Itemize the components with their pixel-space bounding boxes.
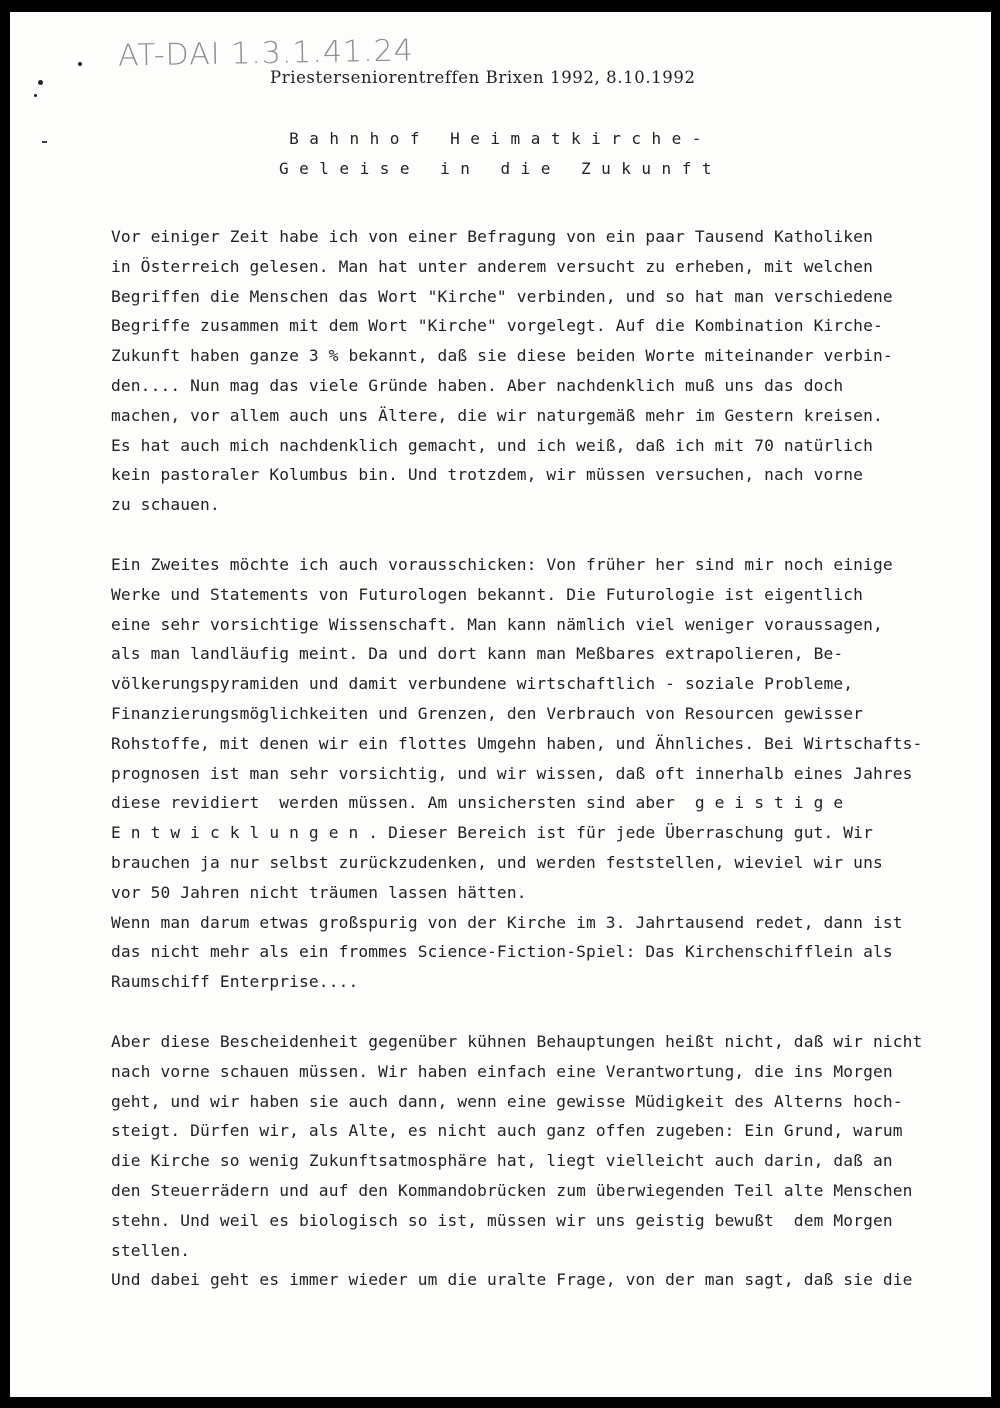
text-line: vor 50 Jahren nicht träumen lassen hätten. — [111, 882, 527, 902]
margin-speck — [38, 80, 43, 85]
text-line: Begriffen die Menschen das Wort "Kirche" verbinden, und so hat man verschiedene — [111, 286, 893, 306]
text-line: prognosen ist man sehr vorsichtig, und wir wissen, daß oft innerhalb eines Jahres — [111, 763, 913, 783]
paragraph-1 — [111, 222, 951, 520]
text-line: nach vorne schauen müssen. Wir haben einfach eine Verantwortung, die ins Morgen — [111, 1061, 893, 1081]
text-line: zu schauen. — [111, 495, 220, 515]
margin-speck — [78, 62, 82, 66]
text-line: Aber diese Bescheidenheit gegenüber kühnen Behauptungen heißt nicht, daß wir nicht — [111, 1032, 923, 1051]
text-line: Ein Zweites möchte ich auch vorausschicken: Von früher her sind mir noch einige — [111, 555, 893, 574]
text-line: steigt. Dürfen wir, als Alte, es nicht auch ganz offen zugeben: Ein Grund, warum — [111, 1121, 903, 1141]
text-line: stehn. Und weil es biologisch so ist, müssen wir uns geistig bewußt dem Morgen — [111, 1210, 893, 1230]
text-line: Es hat auch mich nachdenklich gemacht, und ich weiß, daß ich mit 70 natürlich — [111, 435, 873, 455]
text-line: als man landläufig meint. Da und dort kann man Meßbares extrapolieren, Be- — [111, 644, 844, 664]
text-line: eine sehr vorsichtige Wissenschaft. Man kann nämlich viel weniger voraussagen, — [111, 614, 883, 634]
text-line: Wenn man darum etwas großspurig von der Kirche im 3. Jahrtausend redet, dann ist — [111, 912, 903, 932]
text-line: Raumschiff Enterprise.... — [111, 972, 359, 992]
text-line: das nicht mehr als ein frommes Science-Fiction-Spiel: Das Kirchenschifflein als — [111, 942, 893, 962]
title-line-2: Geleise in die Zukunft — [279, 159, 722, 178]
paragraph-3 — [111, 1027, 951, 1295]
document-header: Priesterseniorentreffen Brixen 1992, 8.10.1992 — [270, 68, 696, 87]
text-line: Zukunft haben ganze 3 % bekannt, daß sie diese beiden Worte miteinander verbin- — [111, 346, 893, 366]
paragraph-2 — [111, 550, 951, 997]
text-line: stellen. — [111, 1240, 191, 1260]
text-line: geht, und wir haben sie auch dann, wenn eine gewisse Müdigkeit des Alterns hoch- — [111, 1091, 903, 1111]
margin-speck — [34, 94, 37, 97]
text-line: die Kirche so wenig Zukunftsatmosphäre hat, liegt vielleicht auch darin, daß an — [111, 1151, 893, 1171]
archive-signature-mark: AT-DAI 1.3.1.41.24 — [117, 33, 415, 74]
text-line: Finanzierungsmöglichkeiten und Grenzen, den Verbrauch von Resourcen gewisser — [111, 703, 864, 723]
title-line-1: Bahnhof Heimatkirche- — [289, 129, 712, 148]
text-line: den.... Nun mag das viele Gründe haben. Aber nachdenklich muß uns das doch — [111, 375, 844, 395]
text-line: Vor einiger Zeit habe ich von einer Befragung von ein paar Tausend Katholiken — [111, 227, 873, 246]
text-line: Und dabei geht es immer wieder um die uralte Frage, von der man sagt, daß sie die — [111, 1270, 913, 1290]
text-line: in Österreich gelesen. Man hat unter anderem versucht zu erheben, mit welchen — [111, 256, 873, 276]
text-line: kein pastoraler Kolumbus bin. Und trotzdem, wir müssen versuchen, nach vorne — [111, 465, 864, 485]
text-line: völkerungspyramiden und damit verbundene wirtschaftlich - soziale Probleme, — [111, 674, 854, 694]
document-page — [10, 12, 991, 1397]
text-line: E n t w i c k l u n g e n . Dieser Bereich ist für jede Überraschung gut. Wir — [111, 823, 873, 843]
text-line: brauchen ja nur selbst zurückzudenken, und werden feststellen, wieviel wir uns — [111, 852, 883, 872]
text-line: machen, vor allem auch uns Ältere, die wir naturgemäß mehr im Gestern kreisen. — [111, 405, 883, 425]
text-line: Rohstoffe, mit denen wir ein flottes Umgehn haben, und Ähnliches. Bei Wirtschafts- — [111, 733, 923, 753]
text-line: den Steuerrädern und auf den Kommandobrücken zum überwiegenden Teil alte Menschen — [111, 1180, 913, 1200]
text-line: diese revidiert werden müssen. Am unsichersten sind aber g e i s t i g e — [111, 793, 844, 813]
text-line: Begriffe zusammen mit dem Wort "Kirche" vorgelegt. Auf die Kombination Kirche- — [111, 316, 883, 336]
text-line: Werke und Statements von Futurologen bekannt. Die Futurologie ist eigentlich — [111, 584, 864, 604]
